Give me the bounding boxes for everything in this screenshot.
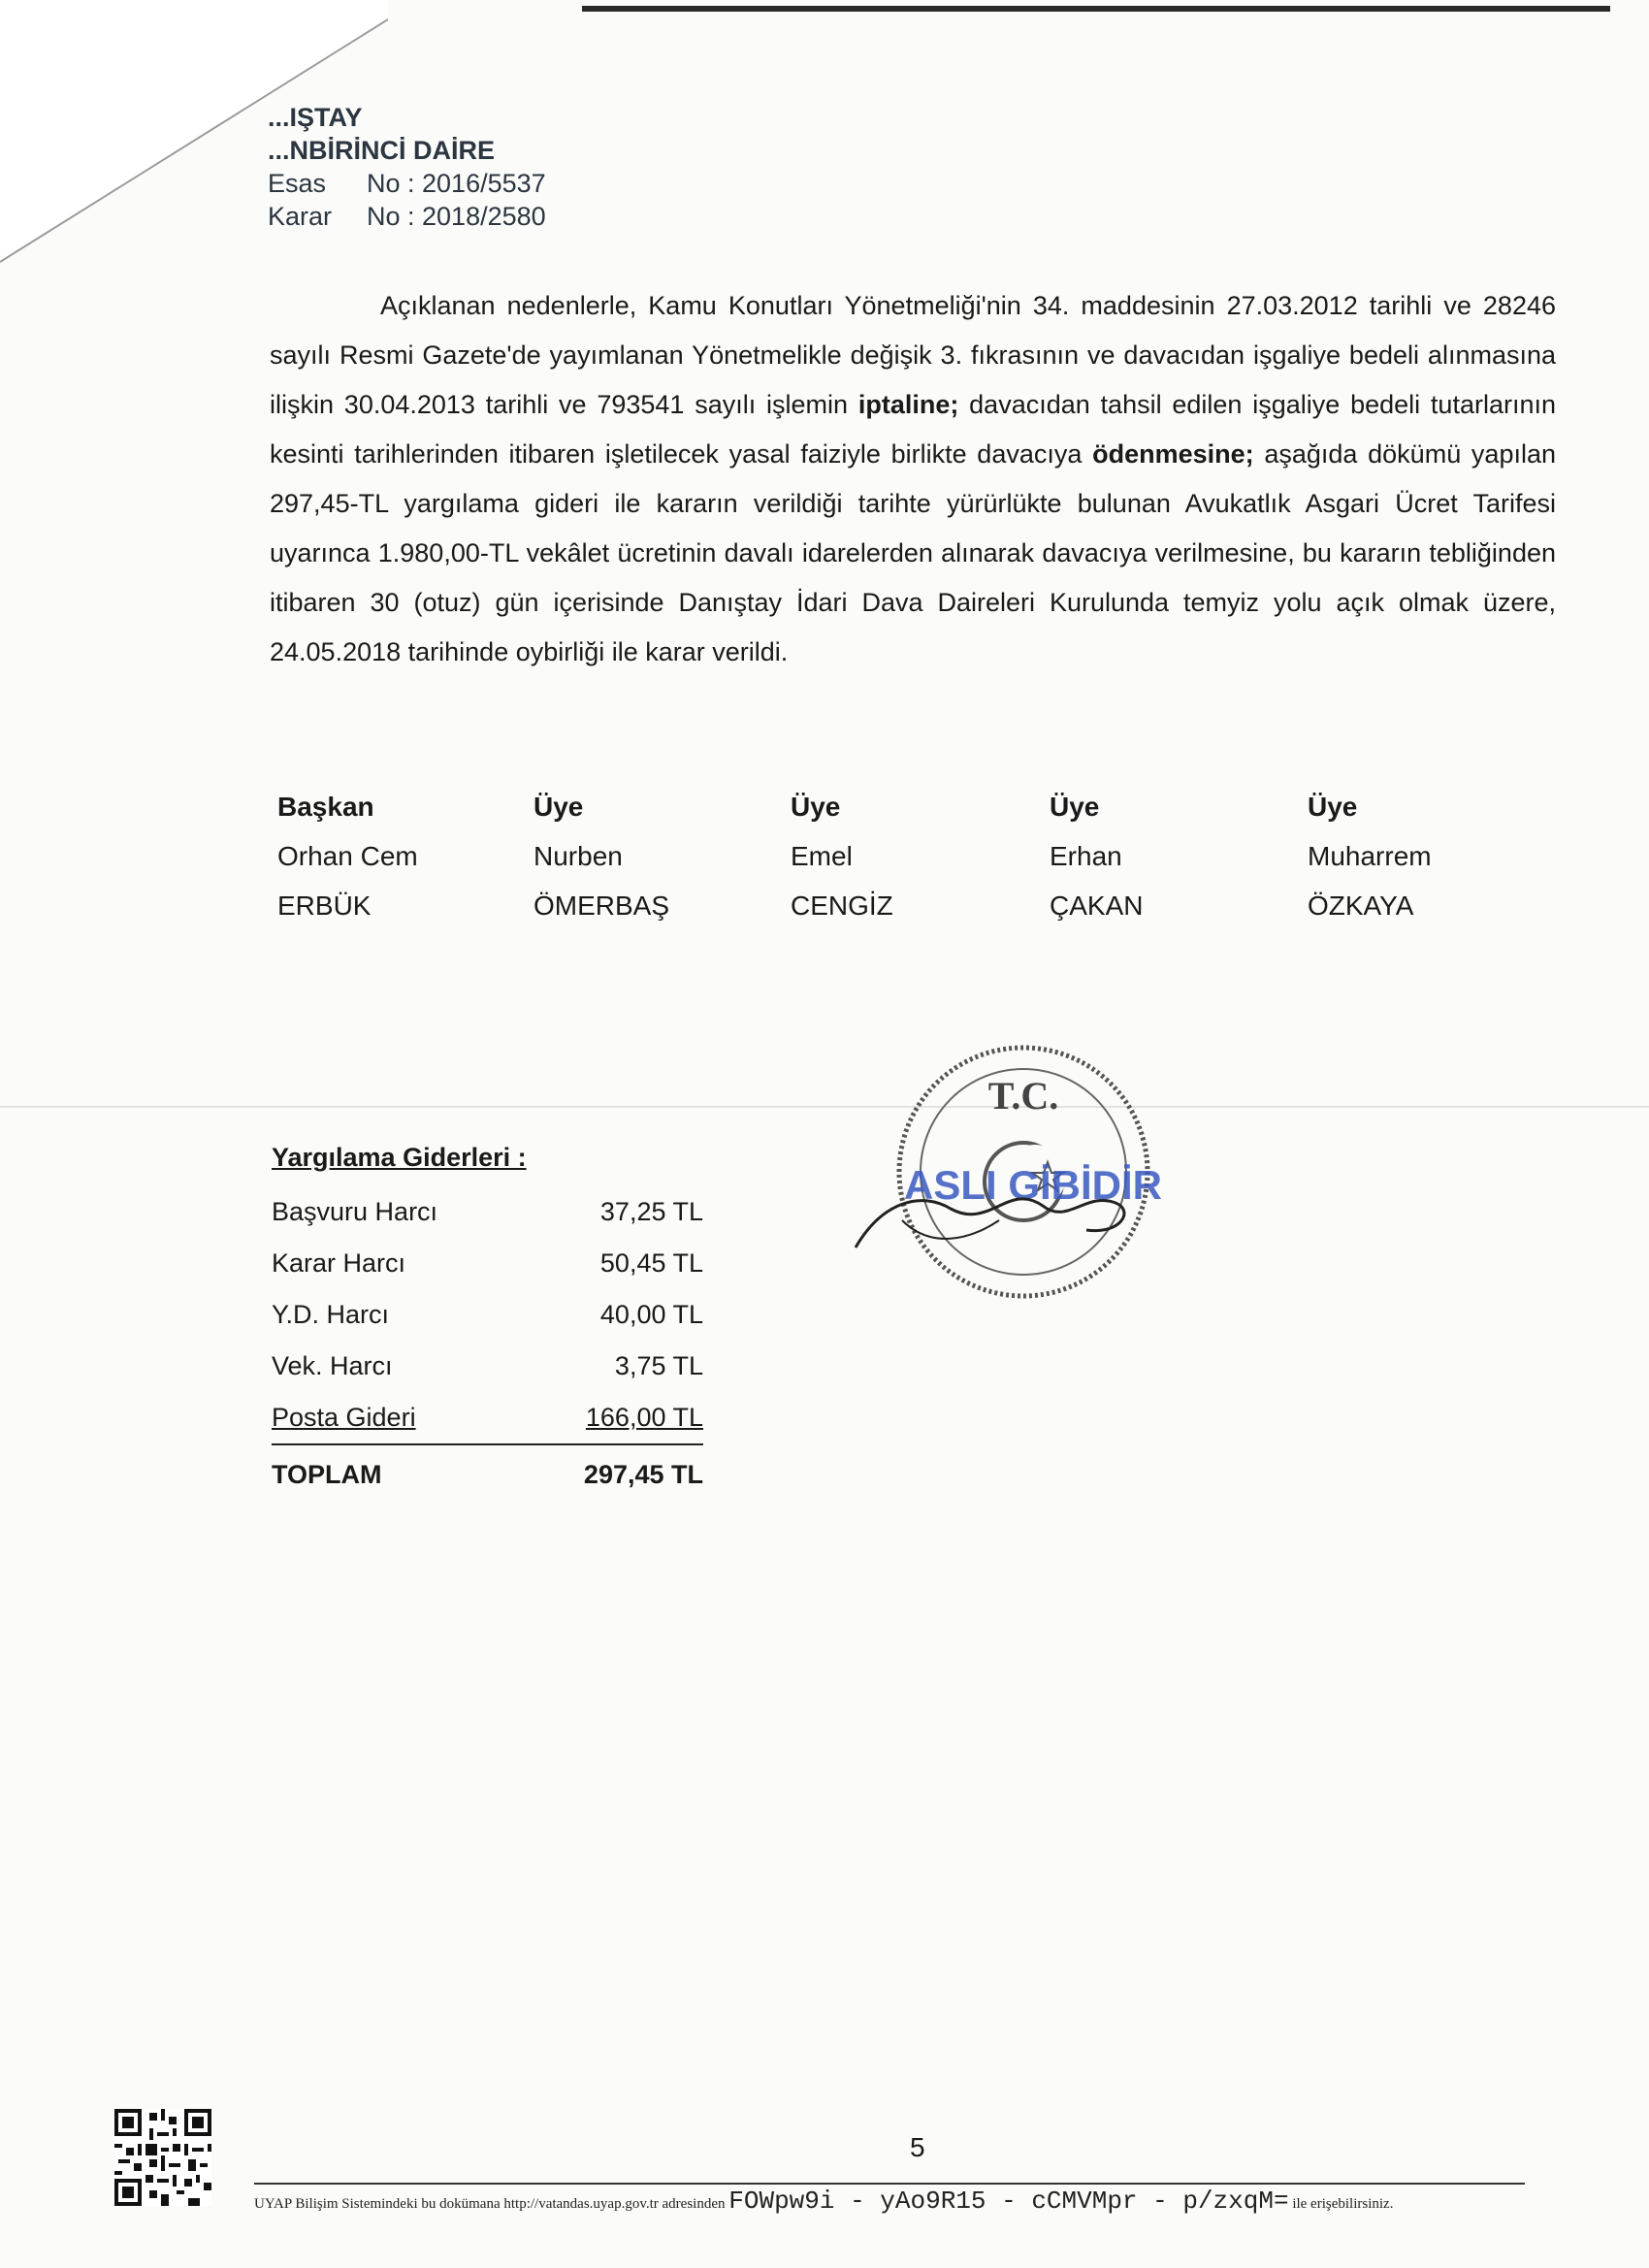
costs-table	[272, 1186, 703, 1504]
costs-title: Yargılama Giderleri :	[272, 1143, 527, 1172]
costs-section	[272, 1143, 703, 1504]
cost-value: 37,25 TL	[599, 1197, 703, 1226]
cost-name	[272, 1392, 514, 1444]
member-last-name: ÇAKAN	[1050, 891, 1144, 921]
member-first-name: Orhan Cem	[277, 841, 418, 871]
member-role: Üye	[534, 792, 584, 822]
esas-number: No : 2016/5537	[367, 169, 546, 198]
total-label: TOPLAM	[272, 1459, 382, 1489]
member-role: Üye	[1050, 792, 1100, 822]
member-last-name: ERBÜK	[277, 891, 372, 921]
member-role: Üye	[1308, 792, 1358, 822]
cost-value: 50,45 TL	[599, 1248, 703, 1278]
footer-prefix: UYAP Bilişim Sistemindeki bu dokümana http://vatandas.uyap.gov.tr adresinden	[254, 2196, 729, 2212]
qr-code	[114, 2109, 211, 2206]
cost-name: Karar Harcı	[272, 1248, 406, 1278]
cost-value	[514, 1392, 703, 1444]
member-role: Başkan	[277, 792, 374, 822]
footer-verification	[254, 2187, 1393, 2216]
member-last-name: ÖMERBAŞ	[534, 891, 670, 921]
top-edge-line	[582, 6, 1610, 12]
table-row	[272, 1289, 703, 1341]
cost-name: Başvuru Harcı	[272, 1197, 438, 1226]
member-role: Üye	[791, 792, 841, 822]
cost-name: Y.D. Harcı	[272, 1300, 390, 1329]
decision-text-part-1: Açıklanan nedenlerle, Kamu Konutları Yönetmeliği'nin 34. maddesinin 27.03.2012 tarihli ve 28246 sayılı Resmi Gazete'de yayımlanan Yönetmelikle değişik 3. fıkrasının ve davacıdan işgaliye bedeli alınmasına ilişkin 30.04.2013 tarihli ve 793541 sayılı işlemin	[270, 291, 1556, 419]
decision-text-part-2: davacıdan tahsil edilen işgaliye bedeli tutarlarının kesinti tarihlerinden itibaren işletilecek yasal faiziyle birlikte davacıya	[270, 390, 1556, 469]
total-row	[272, 1444, 703, 1504]
table-row	[272, 1392, 703, 1444]
esas-number-row	[268, 167, 546, 200]
karar-number-row	[268, 200, 546, 233]
footer-divider	[254, 2183, 1525, 2185]
footer-suffix: ile erişebilirsiniz.	[1288, 2196, 1394, 2212]
table-row	[272, 1238, 703, 1289]
court-name: ...IŞTAY	[268, 103, 363, 132]
member-first-name: Muharrem	[1308, 841, 1432, 871]
member-last-name: ÖZKAYA	[1308, 891, 1414, 921]
verification-code: FOWpw9i - yAo9R15 - cCMVMpr - p/zxqM=	[728, 2187, 1289, 2216]
document-header	[268, 101, 546, 233]
table-row	[272, 1341, 703, 1392]
member-last-name: CENGİZ	[791, 891, 893, 921]
decision-iptal-bold: iptaline;	[857, 390, 959, 419]
member-first-name: Emel	[791, 841, 853, 871]
seal-top-text: T.C.	[987, 1074, 1059, 1118]
page-number: 5	[910, 2132, 925, 2162]
decision-paragraph	[270, 281, 1556, 677]
panel-member-1	[277, 782, 418, 930]
member-first-name: Nurben	[534, 841, 623, 871]
cost-value: 3,75 TL	[614, 1351, 703, 1380]
cost-value-underlined: 166,00 TL	[585, 1403, 703, 1432]
karar-number: No : 2018/2580	[367, 202, 546, 231]
certified-copy-overlay: ASLI GİBİDİR	[903, 1162, 1163, 1208]
panel-member-2	[534, 782, 669, 930]
decision-text	[270, 281, 1556, 677]
cost-value: 40,00 TL	[599, 1300, 703, 1329]
official-seal-stamp	[844, 1026, 1203, 1317]
cost-name-underlined: Posta Gideri	[272, 1403, 416, 1432]
esas-label: Esas	[268, 169, 327, 198]
table-row	[272, 1186, 703, 1238]
panel-member-5	[1308, 782, 1432, 930]
decision-odenme-bold: ödenmesine;	[1092, 439, 1254, 469]
paper-crease	[0, 1106, 1649, 1108]
panel-member-3	[791, 782, 893, 930]
karar-label: Karar	[268, 202, 333, 231]
chamber-name: ...NBİRİNCİ DAİRE	[268, 136, 496, 165]
member-first-name: Erhan	[1050, 841, 1122, 871]
cost-name: Vek. Harcı	[272, 1351, 393, 1380]
panel-member-4	[1050, 782, 1143, 930]
decision-text-part-3: aşağıda dökümü yapılan 297,45-TL yargılama gideri ile kararın verildiği tarihte yürürlükte bulunan Avukatlık Asgari Ücret Tarifesi uyarınca 1.980,00-TL vekâlet ücretinin davalı idarelerden alınarak davacıya verilmesine, bu kararın tebliğinden itibaren 30 (otuz) gün içerisinde Danıştay İdari Dava Daireleri Kurulunda temyiz yolu açık olmak üzere, 24.05.2018 tarihinde oybirliği ile karar verildi.	[270, 439, 1556, 666]
total-value: 297,45 TL	[583, 1459, 703, 1489]
